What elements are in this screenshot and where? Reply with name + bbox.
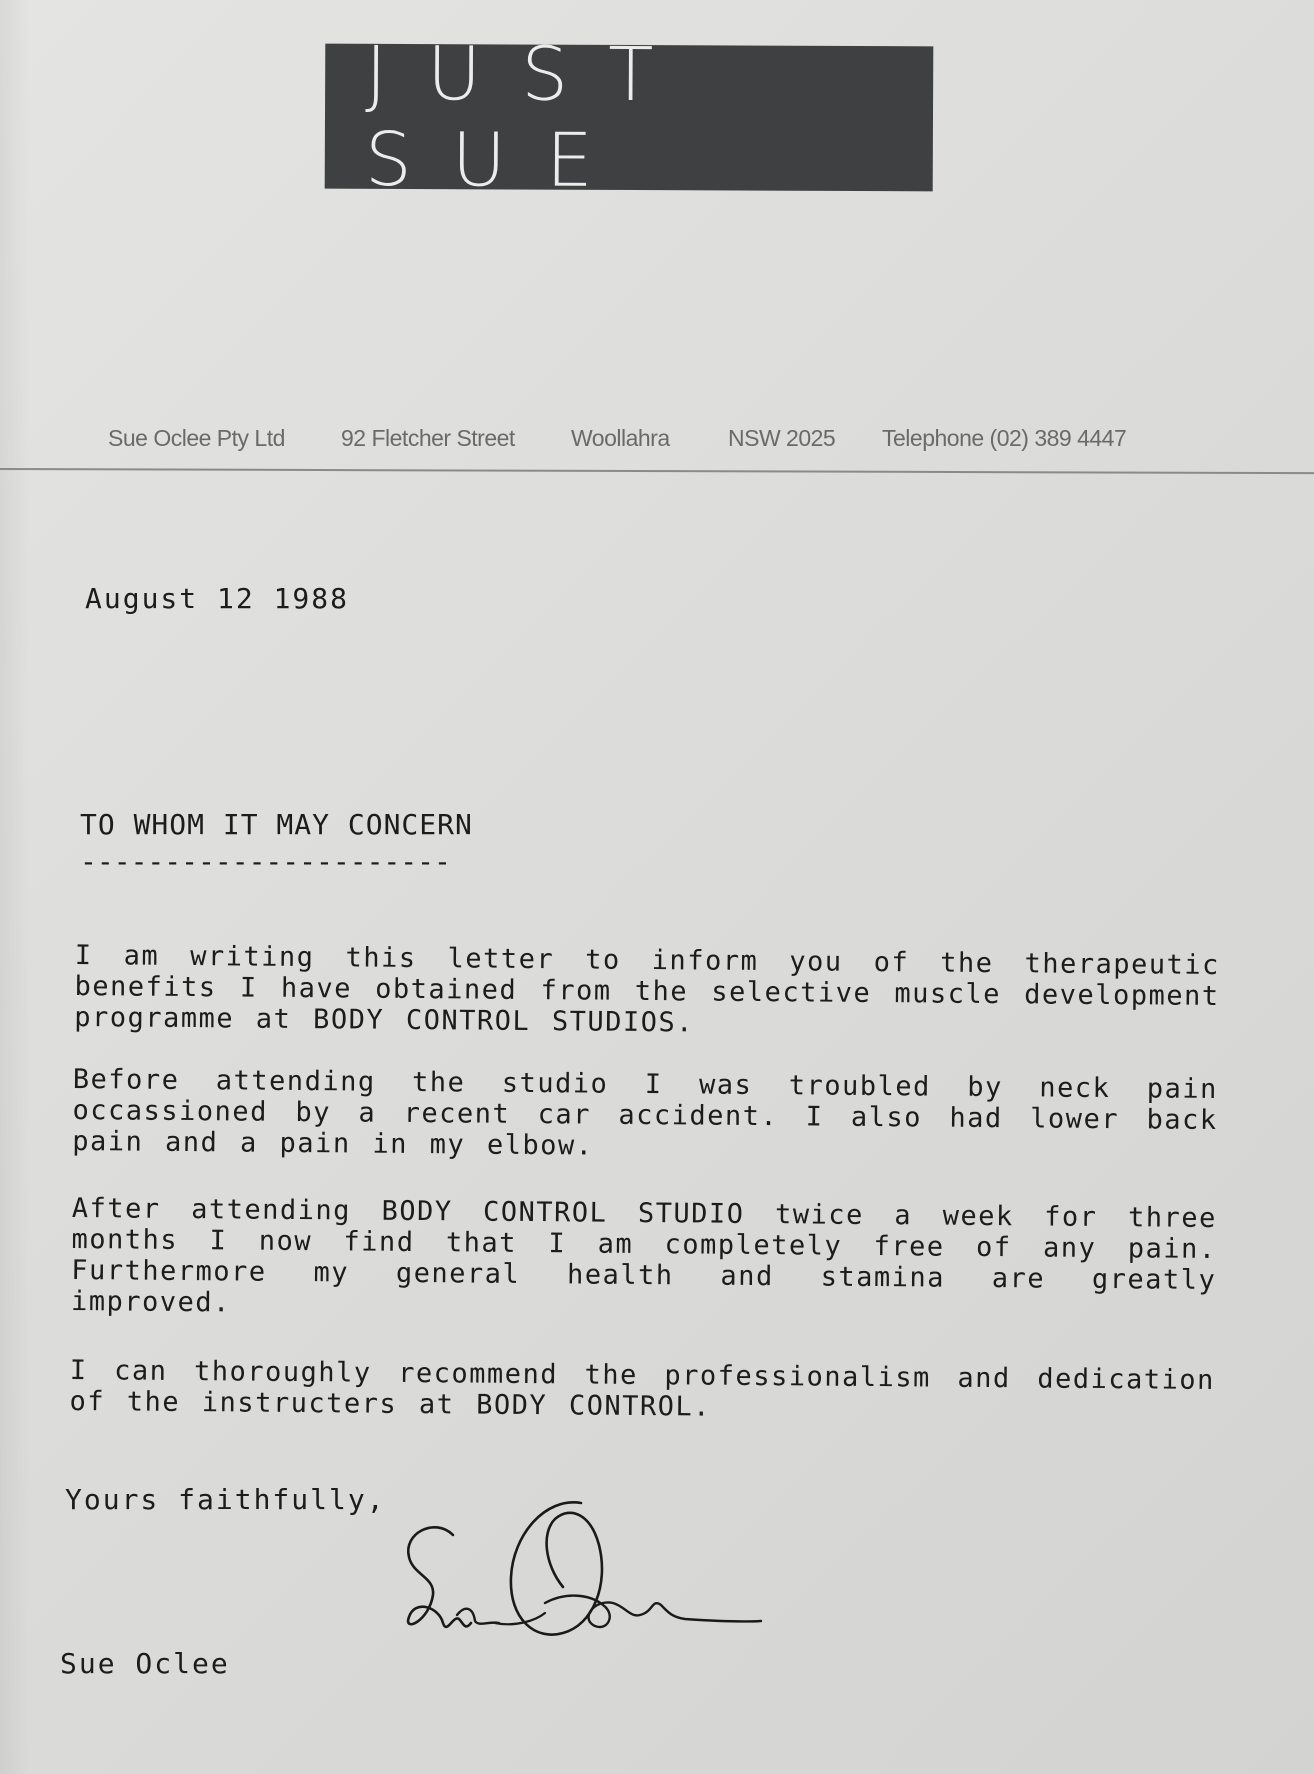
handwritten-signature [395,1495,765,1650]
state-postcode: NSW 2025 [728,425,836,451]
letterhead-divider [0,468,1314,474]
company-name: Sue Oclee Pty Ltd [108,425,285,451]
letter-date: August 12 1988 [85,582,350,615]
brand-logo [325,30,934,204]
page-edge-shadow [0,0,30,1774]
closing: Yours faithfully, [65,1483,386,1516]
suburb: Woollahra [571,425,670,451]
letterhead-contact-bar [108,425,1148,459]
body-paragraph: After attending BODY CONTROL STUDIO twice a week for three months I now find that I am completely free of any pain. Furthermore my general health and stamina are greatly improved. [70,1193,1217,1319]
signer-name: Sue Oclee [60,1647,230,1680]
telephone: Telephone (02) 389 4447 [882,425,1127,451]
body-paragraph: I can thoroughly recommend the professionalism and dedication of the instructers at BODY CONTROL. [69,1355,1215,1423]
brand-logo-text: JUST SUE [364,30,694,204]
body-paragraph: Before attending the studio I was troubled by neck pain occassioned by a recent car accident. I also had lower back pain and a pain in my elbow. [72,1064,1218,1162]
body-paragraph: I am writing this letter to inform you of the therapeutic benefits I have obtained from the selective muscle development programme at BODY CONTROL STUDIOS. [74,940,1220,1039]
street-address: 92 Fletcher Street [341,425,515,451]
salutation-underline: ---------------------- [80,845,451,878]
salutation: TO WHOM IT MAY CONCERN [80,808,473,841]
